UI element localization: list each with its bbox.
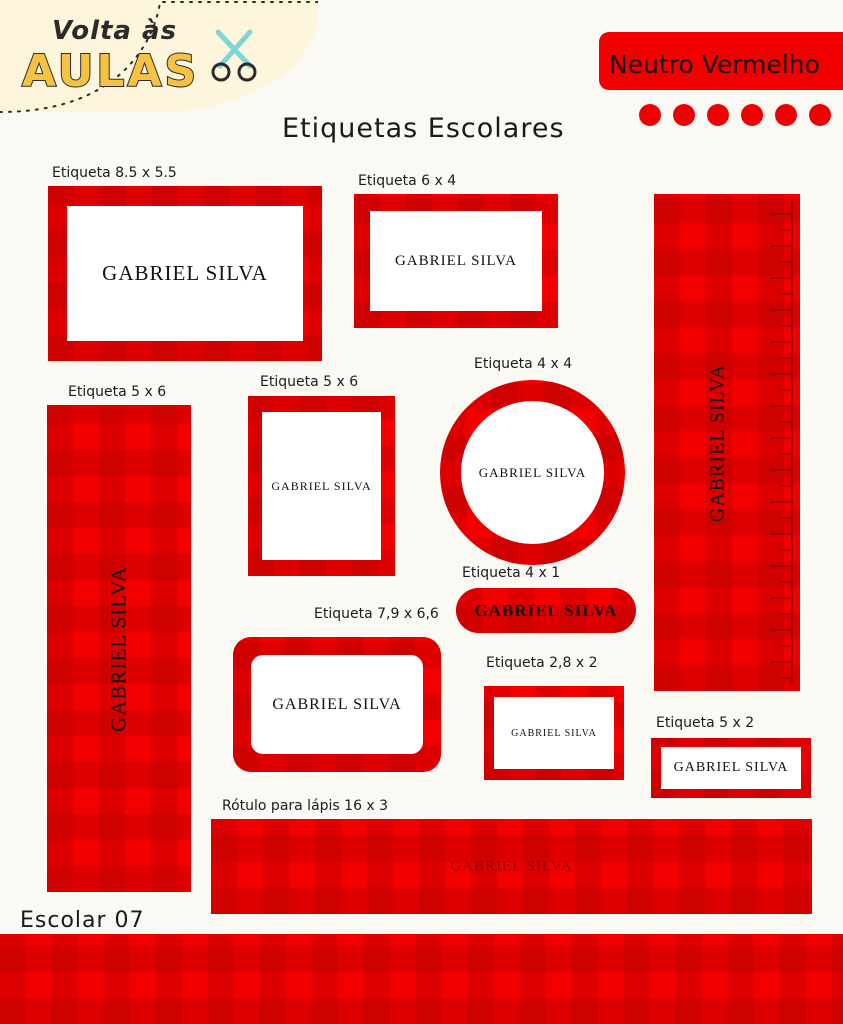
banner-dot-row bbox=[639, 104, 831, 126]
label-name: GABRIEL SILVA bbox=[478, 464, 587, 480]
banner-dot bbox=[673, 104, 695, 126]
label-5x2[interactable] bbox=[651, 738, 811, 798]
badge-line1: Volta às bbox=[52, 16, 178, 46]
label-caption: Etiqueta 4 x 1 bbox=[462, 565, 561, 581]
label-inner bbox=[494, 697, 614, 769]
label-inner bbox=[262, 412, 381, 560]
label-7-9x6-6[interactable] bbox=[233, 637, 441, 772]
label-caption: Etiqueta 7,9 x 6,6 bbox=[314, 606, 439, 622]
label-name: GABRIEL SILVA bbox=[272, 695, 402, 713]
label-4x4-round[interactable] bbox=[440, 380, 625, 565]
label-6x4[interactable] bbox=[354, 194, 558, 328]
scissors-icon bbox=[208, 26, 262, 82]
label-5x6-tall[interactable] bbox=[47, 405, 191, 892]
banner-dot bbox=[809, 104, 831, 126]
label-pencil-strip[interactable] bbox=[211, 819, 812, 914]
banner-dot bbox=[707, 104, 729, 126]
label-caption: Etiqueta 8.5 x 5.5 bbox=[52, 165, 177, 181]
label-name: GABRIEL SILVA bbox=[450, 858, 573, 874]
label-caption: Etiqueta 5 x 6 bbox=[260, 374, 359, 390]
page-title: Etiquetas Escolares bbox=[282, 113, 565, 144]
label-caption: Rótulo para lápis 16 x 3 bbox=[222, 798, 389, 814]
label-inner bbox=[661, 747, 801, 789]
label-name: GABRIEL SILVA bbox=[102, 261, 268, 285]
label-5x6[interactable] bbox=[248, 396, 395, 576]
label-name: GABRIEL SILVA bbox=[474, 600, 618, 620]
label-inner bbox=[67, 206, 303, 341]
banner-dot bbox=[741, 104, 763, 126]
label-4x1-pill[interactable] bbox=[456, 588, 636, 633]
label-inner bbox=[251, 655, 423, 754]
label-name: GABRIEL SILVA bbox=[706, 363, 729, 522]
label-2-8x2[interactable] bbox=[484, 686, 624, 780]
label-inner bbox=[461, 401, 604, 544]
banner-dot bbox=[639, 104, 661, 126]
label-caption: Etiqueta 2,8 x 2 bbox=[486, 655, 598, 671]
badge-line2: AULAS bbox=[22, 46, 200, 97]
plaid-pattern bbox=[0, 934, 843, 1024]
label-name: GABRIEL SILVA bbox=[106, 565, 131, 732]
theme-banner-label: Neutro Vermelho bbox=[609, 50, 820, 79]
label-8-5x5-5[interactable] bbox=[48, 186, 322, 361]
label-name: GABRIEL SILVA bbox=[271, 478, 372, 493]
label-name: GABRIEL SILVA bbox=[511, 727, 597, 739]
label-ruler[interactable] bbox=[654, 194, 800, 691]
label-caption: Etiqueta 5 x 2 bbox=[656, 715, 755, 731]
bottom-plaid-strip bbox=[0, 934, 843, 1024]
label-name: GABRIEL SILVA bbox=[394, 252, 518, 269]
label-caption: Etiqueta 4 x 4 bbox=[474, 356, 573, 372]
banner-dot bbox=[775, 104, 797, 126]
label-inner bbox=[370, 211, 542, 311]
ruler-ticks-icon bbox=[752, 202, 794, 683]
collection-title: Escolar 07 bbox=[20, 908, 145, 933]
label-caption: Etiqueta 6 x 4 bbox=[358, 173, 457, 189]
label-caption: Etiqueta 5 x 6 bbox=[68, 384, 167, 400]
label-name: GABRIEL SILVA bbox=[673, 760, 789, 775]
